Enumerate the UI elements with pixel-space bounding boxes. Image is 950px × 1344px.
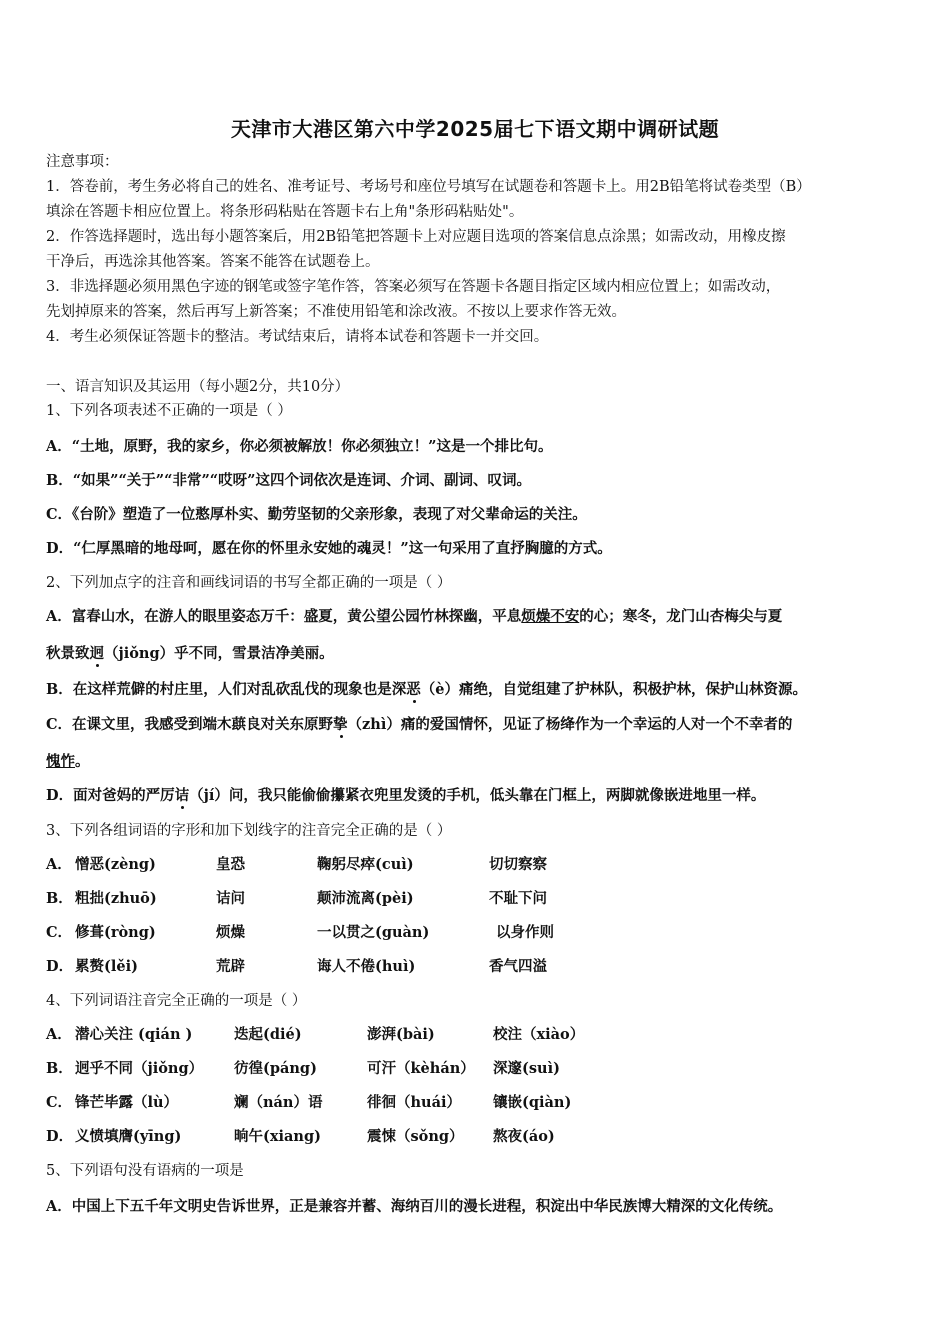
option-text: 。 <box>75 753 90 770</box>
option-word: 粗拙(zhuō) <box>75 890 157 907</box>
option-label: B． <box>46 681 73 698</box>
option-word: 镶嵌(qiàn) <box>493 1094 572 1111</box>
option-word: 一以贯之(guàn) <box>317 924 430 941</box>
option-word: 烦燥 <box>216 924 245 941</box>
option-label: D． <box>46 787 74 804</box>
question-5-option-a <box>46 1197 782 1217</box>
option-text: 的心；寒冬，龙门山杏梅尖与夏 <box>579 608 783 625</box>
question-5-stem: 5、下列语句没有语病的一项是 <box>46 1163 244 1179</box>
option-word: 鞠躬尽瘁(cuì) <box>317 856 414 873</box>
question-2-option-a <box>46 607 782 627</box>
option-word: 潜心关注 (qián ) <box>75 1026 193 1043</box>
option-text: 在这样荒僻的村庄里，人们对乱砍乱伐的现象也是深 <box>72 681 407 698</box>
question-2-option-d <box>46 786 765 806</box>
option-text: 富春山水，在游人的眼里姿态万千：盛夏，黄公望公园竹林探幽，平息 <box>71 608 522 625</box>
question-2-option-a-cont <box>46 644 334 664</box>
option-label: A． <box>46 438 72 455</box>
option-word: 修葺(ròng) <box>75 924 156 941</box>
question-1-stem: 1、下列各项表述不正确的一项是（ ） <box>46 403 292 419</box>
option-label: A． <box>46 1198 72 1215</box>
question-2-option-c <box>46 715 792 735</box>
option-word: 迥乎不同（jiǒng） <box>75 1060 204 1077</box>
option-label: C． <box>46 1094 73 1111</box>
option-label: C． <box>46 506 73 523</box>
option-label: C． <box>46 924 73 941</box>
option-word: 皇恐 <box>216 856 245 873</box>
question-3-stem: 3、下列各组词语的字形和加下划线字的注音完全正确的是（ ） <box>46 823 452 839</box>
dotted-char: 诘 <box>174 787 190 804</box>
option-word: 澎湃(bài) <box>367 1026 435 1043</box>
option-text: （jí）问，我只能偷偷攥紧衣兜里发烫的手机，低头靠在门框上，两脚就像嵌进地里一样。 <box>189 787 766 804</box>
option-word: 锋芒毕露（lù） <box>75 1094 179 1111</box>
notice-line-1: 1．答卷前，考生务必将自己的姓名、准考证号、考场号和座位号填写在试题卷和答题卡上。用2B铅笔将试卷类型（B） <box>46 179 811 195</box>
question-2-option-c-cont <box>46 752 90 772</box>
option-word: 斓（nán）语 <box>234 1094 323 1111</box>
notice-line-3: 2．作答选择题时，选出每小题答案后，用2B铅笔把答题卡上对应题目选项的答案信息点涂黑；如需改动，用橡皮擦 <box>46 229 786 245</box>
option-word: 迭起(dié) <box>234 1026 302 1043</box>
option-label: D． <box>46 540 74 557</box>
option-label: B． <box>46 472 73 489</box>
question-4-stem: 4、下列词语注音完全正确的一项是（ ） <box>46 993 307 1009</box>
option-text: （jiǒng）乎不同，雪景洁净美丽。 <box>104 645 334 662</box>
question-1-option-d <box>46 539 612 559</box>
option-word: 荒辟 <box>216 958 245 975</box>
notice-line-5: 3．非选择题必须用黑色字迹的钢笔或签字笔作答，答案必须写在答题卡各题目指定区域内相应位置上；如需改动， <box>46 279 781 295</box>
option-word: 校注（xiào） <box>493 1026 585 1043</box>
option-text: 中国上下五千年文明史告诉世界，正是兼容并蓄、海纳百川的漫长进程，积淀出中华民族博大精深的文化传统。 <box>71 1198 783 1215</box>
option-word: 诲人不倦(huì) <box>317 958 416 975</box>
option-label: B． <box>46 1060 73 1077</box>
option-word: 憎恶(zèng) <box>75 856 156 873</box>
option-text: “如果”“关于”“非常”“哎呀”这四个词依次是连词、介词、副词、叹词。 <box>72 472 531 489</box>
question-1-option-b <box>46 471 531 491</box>
option-word: 震悚（sǒng） <box>367 1128 464 1145</box>
option-text: 面对爸妈的严厉 <box>73 787 175 804</box>
exam-title: 天津市大港区第六中学2025届七下语文期中调研试题 <box>230 117 720 141</box>
option-label: D． <box>46 958 74 975</box>
dotted-char: 恶 <box>406 681 421 698</box>
option-word: 晌午(xiang) <box>234 1128 321 1145</box>
notice-line-4: 干净后，再选涂其他答案。答案不能答在试题卷上。 <box>46 254 380 270</box>
option-label: A． <box>46 1026 72 1043</box>
option-label: B． <box>46 890 73 907</box>
option-word: 香气四溢 <box>489 958 547 975</box>
option-label: C． <box>46 716 73 733</box>
option-word: 徘徊（huái） <box>367 1094 461 1111</box>
option-text: （è）痛绝，自觉组建了护林队，积极护林，保护山林资源。 <box>420 681 807 698</box>
option-label: A． <box>46 856 72 873</box>
option-word: 颠沛流离(pèi) <box>317 890 414 907</box>
option-text: 在课文里，我感受到端木蕻良对关东原野 <box>72 716 334 733</box>
dotted-char: 挚 <box>333 716 348 733</box>
option-text: “仁厚黑暗的地母呵，愿在你的怀里永安她的魂灵！”这一句采用了直抒胸臆的方式。 <box>73 540 612 557</box>
option-word: 不耻下问 <box>489 890 547 907</box>
option-text: 秋景致 <box>46 645 90 662</box>
option-label: A． <box>46 608 72 625</box>
question-2-stem: 2、下列加点字的注音和画线词语的书写全都正确的一项是（ ） <box>46 575 452 591</box>
option-label: D． <box>46 1128 74 1145</box>
option-word: 深邃(suì) <box>493 1060 560 1077</box>
option-text: （zhì）痛的爱国情怀，见证了杨绛作为一个幸运的人对一个不幸者的 <box>347 716 793 733</box>
question-2-option-b <box>46 680 807 700</box>
notice-line-6: 先划掉原来的答案，然后再写上新答案；不准使用铅笔和涂改液。不按以上要求作答无效。 <box>46 304 626 320</box>
option-word: 熬夜(áo) <box>493 1128 555 1145</box>
notice-line-2: 填涂在答题卡相应位置上。将条形码粘贴在答题卡右上角"条形码粘贴处"。 <box>46 204 524 220</box>
option-word: 诘问 <box>216 890 245 907</box>
notice-heading: 注意事项： <box>46 154 119 170</box>
option-text: “土地，原野，我的家乡，你必须被解放！你必须独立！”这是一个排比句。 <box>71 438 553 455</box>
option-word: 义愤填膺(yīng) <box>75 1128 182 1145</box>
underlined-word: 烦燥不安 <box>521 608 580 625</box>
option-word: 以身作则 <box>496 924 554 941</box>
underlined-word: 愧怍 <box>46 753 75 770</box>
option-text: 《台阶》塑造了一位憨厚朴实、勤劳坚韧的父亲形象，表现了对父辈命运的关注。 <box>72 506 587 523</box>
option-word: 累赘(lěi) <box>75 958 138 975</box>
option-word: 可汗（kèhán） <box>367 1060 475 1077</box>
option-word: 切切察察 <box>489 856 547 873</box>
question-1-option-a <box>46 437 552 457</box>
question-1-option-c <box>46 505 587 525</box>
notice-line-7: 4．考生必须保证答题卡的整洁。考试结束后，请将本试卷和答题卡一并交回。 <box>46 329 549 345</box>
section-heading: 一、语言知识及其运用（每小题2分，共10分） <box>46 379 350 395</box>
option-word: 彷徨(páng) <box>234 1060 317 1077</box>
dotted-char: 迥 <box>89 645 104 662</box>
